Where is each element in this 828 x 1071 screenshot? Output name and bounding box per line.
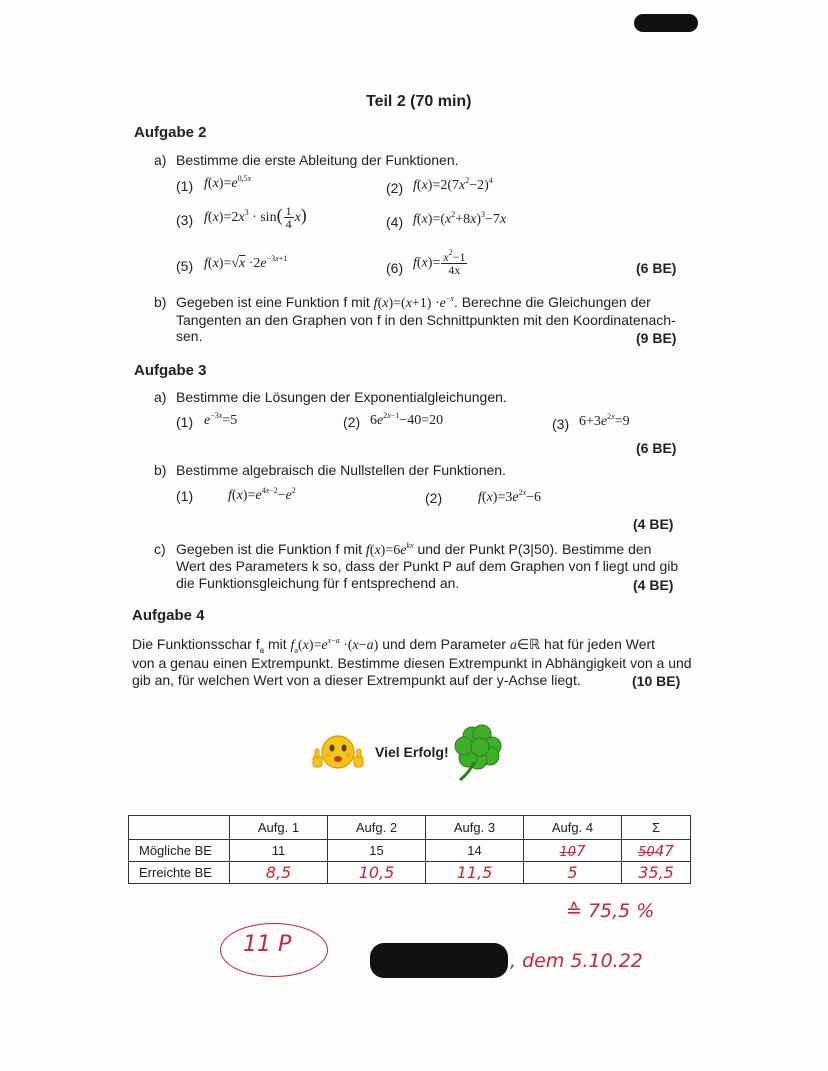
aufgabe-3c-line1 (176, 541, 651, 559)
smiley-thumbs-up-icon (310, 730, 366, 774)
aufgabe-2a-label: a) (154, 152, 167, 168)
formula-3c: $f(x)=6e^{kx}$ (365, 541, 414, 558)
aufgabe-3-heading: Aufgabe 3 (134, 362, 207, 379)
aufgabe-3c-line3: die Funktionsgleichung für f entsprechend an. (176, 575, 460, 591)
table-cell (524, 862, 622, 884)
item-label: (2) (425, 490, 443, 506)
aufgabe-4-heading: Aufgabe 4 (132, 607, 205, 624)
table-header: Aufg. 3 (426, 816, 524, 840)
table-cell: 14 (426, 840, 524, 862)
table-corner-cell (129, 816, 230, 840)
handwritten-score: 35,5 (638, 863, 674, 882)
text-part: und dem Parameter (382, 636, 506, 652)
table-cell-corrected (524, 840, 622, 862)
table-cell: 11 (230, 840, 328, 862)
item-label: (3) (552, 416, 570, 432)
formula-4-param: a∈ℝ (509, 638, 541, 653)
struck-value: 10 (559, 844, 576, 860)
table-row (129, 840, 691, 862)
table-cell-corrected (622, 840, 691, 862)
item-label: (1) (176, 178, 194, 194)
formula-2b: $f(x)=(x+1) \cdot e^{-x}$ (373, 294, 454, 311)
text-part: Gegeben ist die Funktion f mit (176, 541, 362, 557)
aufgabe-4-line2: von a genau einen Extrempunkt. Bestimme diesen Extrempunkt in Abhängigkeit von a und (132, 655, 692, 671)
formula-3b1: $f(x)=e^{4x-2}-e^2$ (228, 486, 296, 503)
item-label: (2) (386, 180, 404, 196)
points-3b: (4 BE) (633, 516, 674, 532)
good-luck-text: Viel Erfolg! (375, 744, 449, 760)
table-cell (328, 862, 426, 884)
page-title: Teil 2 (70 min) (366, 93, 472, 110)
table-header-row (129, 816, 691, 840)
correction-value: 7 (576, 841, 586, 860)
item-label: (6) (386, 260, 404, 276)
percent-annotation: ≙ 75,5 % (566, 900, 655, 922)
formula-4: $f_a(x)=e^{x-a} \cdot(x-a)$ (290, 636, 379, 655)
formula-2a6: f(x)= $\frac{x^2-1}{4x}$ (413, 248, 466, 277)
aufgabe-3c-line2: Wert des Parameters k so, dass der Punkt P auf dem Graphen von f liegt und gib (176, 558, 679, 574)
table-header: Aufg. 1 (230, 816, 328, 840)
aufgabe-3c-label: c) (154, 541, 166, 557)
points-3a: (6 BE) (636, 440, 677, 456)
table-header: Aufg. 2 (328, 816, 426, 840)
row-label: Mögliche BE (129, 840, 230, 862)
date-annotation: , dem 5.10.22 (510, 950, 643, 972)
table-header: Aufg. 4 (524, 816, 622, 840)
item-label: (3) (176, 212, 194, 228)
text-part: hat für jeden Wert (544, 636, 656, 652)
formula-2a1: $f(x)=e^{0,5x}$ (204, 174, 252, 191)
points-3c: (4 BE) (633, 577, 674, 593)
aufgabe-2b-line3: sen. (176, 328, 203, 344)
text-part: Die Funktionsschar f (132, 636, 260, 652)
four-leaf-clover-icon (452, 722, 508, 784)
results-table (128, 815, 691, 884)
redaction-mark-top (634, 14, 698, 32)
grade-annotation: 11 P (243, 932, 292, 957)
aufgabe-2b-label: b) (154, 294, 167, 310)
results-table-wrap (128, 815, 691, 884)
item-label: (1) (176, 488, 194, 504)
aufgabe-3a-label: a) (154, 389, 167, 405)
table-cell: 15 (328, 840, 426, 862)
struck-value: 50 (638, 844, 655, 860)
formula-3a2: $6e^{2x-1}-40=20$ (370, 411, 444, 428)
formula-3a3: $6+3e^{2x}=9$ (579, 412, 630, 429)
item-label: (1) (176, 414, 194, 430)
aufgabe-2-heading: Aufgabe 2 (134, 124, 207, 141)
item-label: (5) (176, 258, 194, 274)
text-part: mit (267, 636, 287, 652)
points-2b: (9 BE) (636, 330, 677, 346)
formula-3a1: $e^{-3x}=5$ (204, 411, 238, 428)
table-row (129, 862, 691, 884)
aufgabe-2b-line2: Tangenten an den Graphen von f in den Schnittpunkten mit den Koordinatenach- (176, 312, 676, 328)
text-part: und der Punkt P(3|50). Bestimme den (417, 541, 652, 557)
handwritten-score: 8,5 (265, 863, 292, 882)
table-cell (426, 862, 524, 884)
table-cell (230, 862, 328, 884)
formula-2a3: $f(x)=2x^3 \cdot \sin$( $\frac{1}{4}$ x) (204, 204, 307, 232)
text-part: . Berechne die Gleichungen der (453, 294, 651, 310)
redaction-mark-name (370, 943, 508, 978)
handwritten-score: 11,5 (456, 863, 493, 882)
formula-3b2: $f(x)=3e^{2x}-6$ (478, 488, 542, 505)
aufgabe-2b-line1 (176, 294, 651, 312)
aufgabe-2a-text: Bestimme die erste Ableitung der Funktionen. (176, 152, 459, 168)
formula-2a5: $f(x)=√x \cdot 2e^{-3x+1}$ (204, 254, 288, 271)
text-part: Gegeben ist eine Funktion f mit (176, 294, 370, 310)
points-2a: (6 BE) (636, 260, 677, 276)
item-label: (2) (343, 414, 361, 430)
formula-2a2: $f(x)=2(7x^2-2)^4$ (413, 176, 493, 193)
formula-2a4: $f(x)=(x^2+8x)^3-7x$ (413, 210, 507, 227)
correction-value: 47 (654, 841, 674, 860)
table-cell (622, 862, 691, 884)
aufgabe-4-line3: gib an, für welchen Wert von a dieser Extrempunkt auf der y-Achse liegt. (132, 672, 581, 688)
item-label: (4) (386, 214, 404, 230)
aufgabe-3a-text: Bestimme die Lösungen der Exponentialgleichungen. (176, 389, 507, 405)
handwritten-score: 10,5 (358, 863, 395, 882)
aufgabe-3b-label: b) (154, 462, 167, 478)
table-header: Σ (622, 816, 691, 840)
aufgabe-4-line1: Die Funktionsschar $f_a$ mit $f_a(x)=e^{x-a} \cdot(x-a)$ und dem Parameter a∈ℝ hat für jeden Wert (132, 636, 656, 655)
points-4: (10 BE) (632, 673, 681, 689)
aufgabe-3b-text: Bestimme algebraisch die Nullstellen der Funktionen. (176, 462, 506, 478)
row-label: Erreichte BE (129, 862, 230, 884)
handwritten-score: 5 (567, 863, 578, 882)
